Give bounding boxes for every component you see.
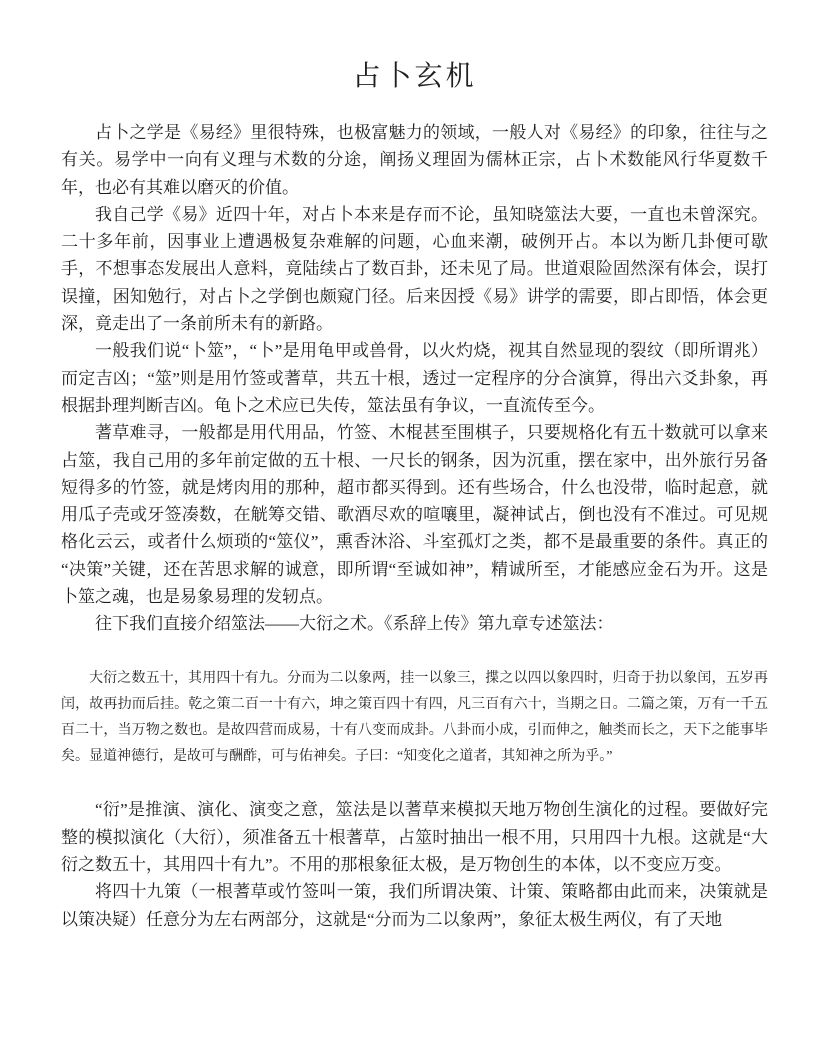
document-title: 占卜玄机 <box>352 61 477 92</box>
paragraph-bushi-definition: 一般我们说“卜筮”，“卜”是用龟甲或兽骨，以火灼烧，视其自然显现的裂纹（即所谓兆）而定吉凶；“筮”则是用竹签或蓍草，共五十根，透过一定程序的分合演算，得出六爻卦象，再根据卦理判断吉凶。龟卜之术应已失传，筮法虽有争议，一直流传至今。 <box>61 341 768 415</box>
block-quote-xici: 大衍之数五十，其用四十有九。分而为二以象两，挂一以象三，揲之以四以象四时，归奇于扐以象闰，五岁再闰，故再扐而后挂。乾之策二百一十有六，坤之策百四十有四，凡三百有六十，当期之日。二篇之策，万有一千五百二十，当万物之数也。是故四营而成易，十有八变而成卦。八卦而小成，引而伸之，触类而长之，天下之能事毕矣。显道神德行，是故可与酬酢，可与佑神矣。子曰：“知变化之道者，其知神之所为乎。” <box>61 670 768 765</box>
paragraph-intro: 占卜之学是《易经》里很特殊，也极富魅力的领域，一般人对《易经》的印象，往往与之有关。易学中一向有义理与术数的分途，阐扬义理固为儒林正宗，占卜术数能风行华夏数千年，也必有其难以磨灭的价值。 <box>61 123 768 197</box>
paragraph-yan-explanation: “衍”是推演、演化、演变之意，筮法是以蓍草来模拟天地万物创生演化的过程。要做好完整的模拟演化（大衍），须准备五十根蓍草，占筮时抽出一根不用，只用四十九根。这就是“大衍之数五十，其用四十有九”。不用的那根象征太极，是万物创生的本体，以不变应万变。 <box>61 800 768 875</box>
paragraph-yarrow-substitutes: 蓍草难寻，一般都是用代用品，竹签、木棍甚至围棋子，只要规格化有五十数就可以拿来占筮，我自己用的多年前定做的五十根、一尺长的钢条，因为沉重，摆在家中，出外旅行另备短得多的竹签，就是烤肉用的那种，超市都买得到。还有些场合，什么也没带，临时起意，就用瓜子壳或牙签凑数，在觥筹交错、歌酒尽欢的喧嚷里，凝神试占，倒也没有不准过。可见规格化云云，或者什么烦琐的“筮仪”，熏香沐浴、斗室孤灯之类，都不是最重要的条件。真正的“决策”关键，还在苦思求解的诚意，即所谓“至诚如神”，精诚所至，才能感应金石为开。这是卜筮之魂，也是易象易理的发轫点。 <box>61 423 768 607</box>
paragraph-personal-history: 我自己学《易》近四十年，对占卜本来是存而不论，虽知晓筮法大要，一直也未曾深究。二十多年前，因事业上遭遇极复杂难解的问题，心血来潮，破例开占。本以为断几卦便可歇手，不想事态发展出人意料，竟陆续占了数百卦，还未见了局。世道艰险固然深有体会，误打误撞，困知勉行，对占卜之学倒也颇窥门径。后来因授《易》讲学的需要，即占即悟，体会更深，竟走出了一条前所未有的新路。 <box>61 204 768 334</box>
paragraph-49-stalks: 将四十九策（一根蓍草或竹签叫一策，我们所谓决策、计策、策略都由此而来，决策就是以策决疑）任意分为左右两部分，这就是“分而为二以象两”，象征太极生两仪，有了天地 <box>61 882 768 929</box>
paragraph-dayan-lead-in: 往下我们直接介绍筮法——大衍之术。《系辞上传》第九章专述筮法： <box>95 614 614 634</box>
